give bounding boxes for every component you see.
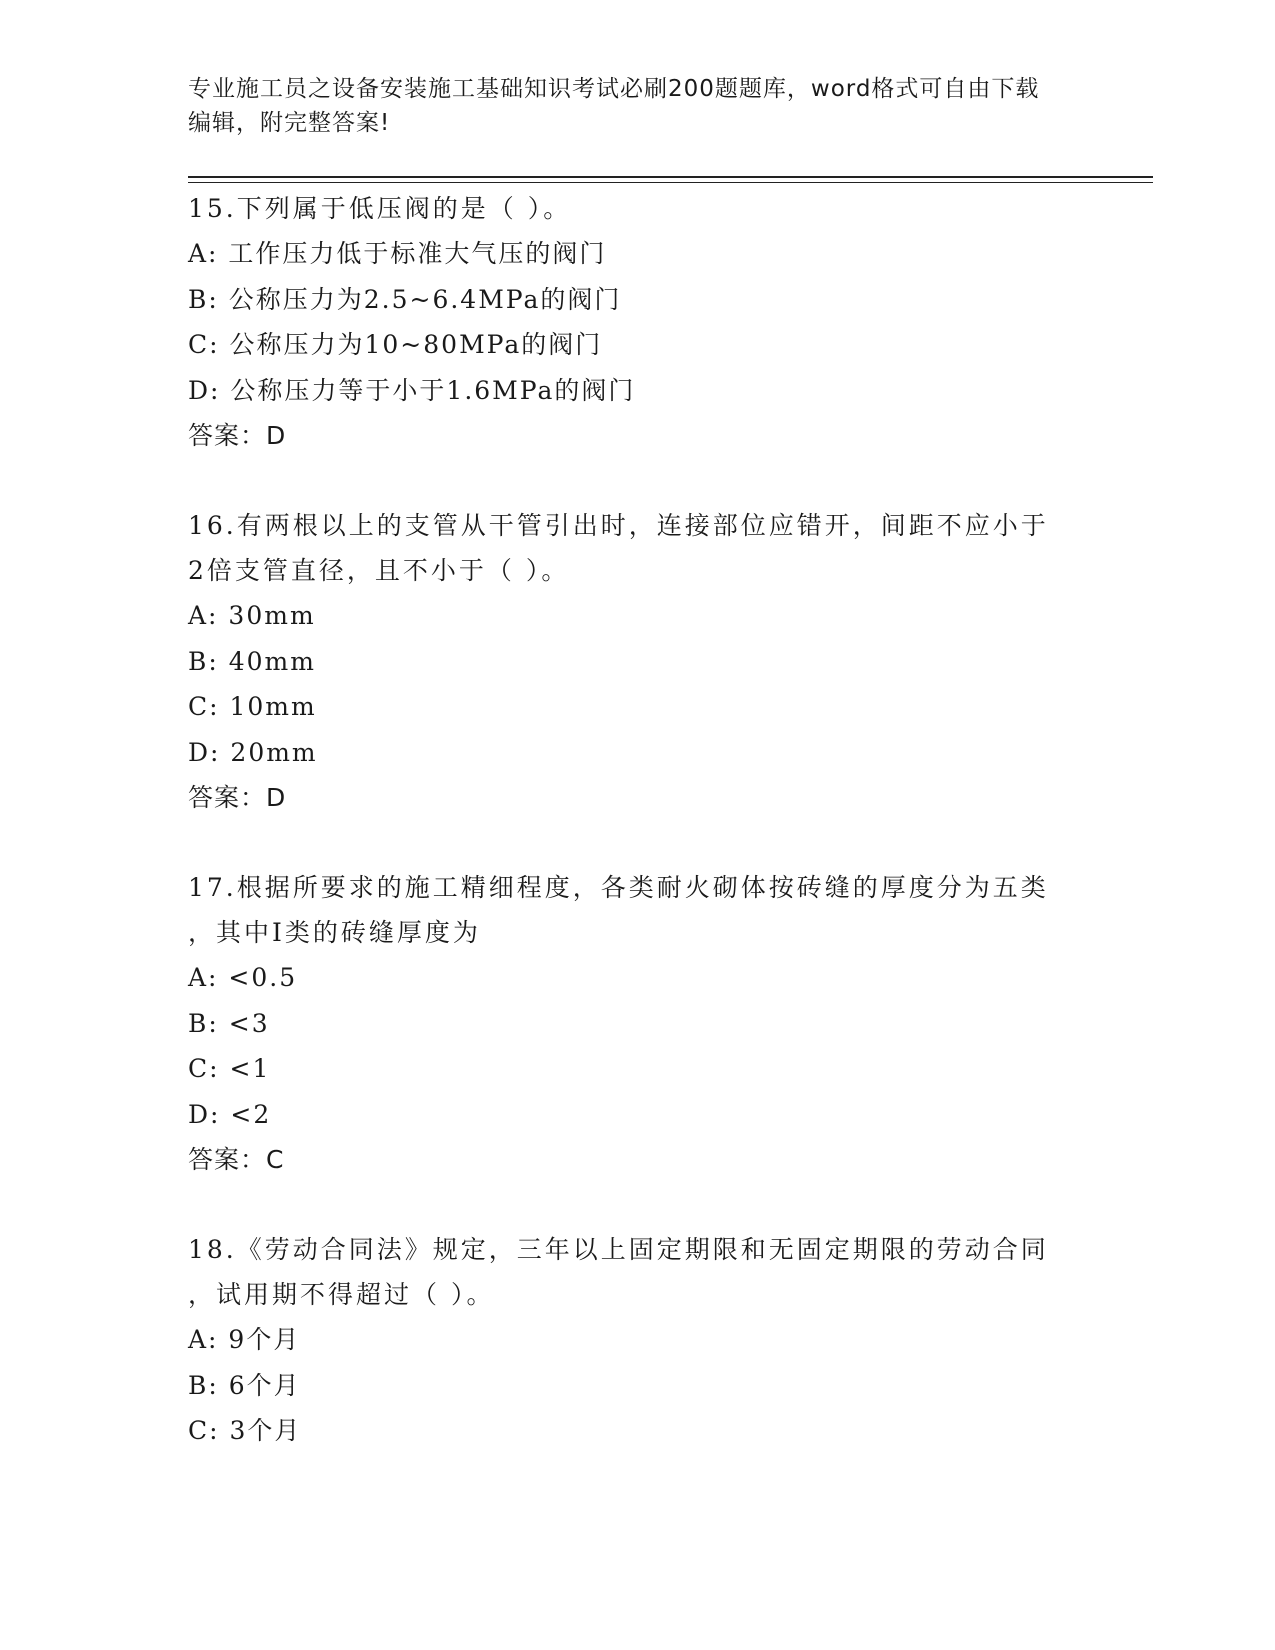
option-b: B: 40mm [188,646,316,676]
option-c: C: 3个月 [188,1416,302,1445]
answer: 答案：D [188,783,287,812]
option-c: C: <1 [188,1054,271,1083]
answer: 答案：D [188,421,287,450]
option-d: D: <2 [188,1099,272,1129]
option-a: A: 30mm [188,601,316,630]
header-divider-thick [188,176,1153,178]
answer: 答案：C [188,1145,285,1174]
question-stem-line-2: ，其中I类的砖缝厚度为 [188,918,481,947]
question-15 [188,186,1088,458]
option-a: A: 9个月 [188,1325,301,1354]
question-stem-line-1: 16.有两根以上的支管从干管引出时，连接部位应错开，间距不应小于 [188,511,1049,540]
question-16 [188,503,1088,820]
option-a: A: <0.5 [188,963,298,992]
option-d: D: 20mm [188,737,318,767]
header-line-1: 专业施工员之设备安装施工基础知识考试必刷200题题库，word格式可自由下载 [188,76,1040,102]
question-18 [188,1227,1088,1454]
question-stem: 15.下列属于低压阀的是（ ）。 [188,194,572,223]
option-c: C: 10mm [188,692,317,721]
document-header [188,72,1068,140]
question-stem-line-2: ，试用期不得超过（ ）。 [188,1280,495,1309]
header-divider-thin [188,182,1153,183]
question-stem-line-1: 18.《劳动合同法》规定，三年以上固定期限和无固定期限的劳动合同 [188,1235,1049,1264]
option-d: D: 公称压力等于小于1.6MPa的阀门 [188,375,636,405]
header-line-2: 编辑，附完整答案! [188,110,391,136]
option-a: A: 工作压力低于标准大气压的阀门 [188,239,607,268]
option-b: B: 公称压力为2.5~6.4MPa的阀门 [188,284,622,314]
question-stem-line-2: 2倍支管直径，且不小于（ ）。 [188,556,570,585]
option-b: B: <3 [188,1008,270,1038]
option-c: C: 公称压力为10~80MPa的阀门 [188,330,603,359]
option-b: B: 6个月 [188,1370,301,1400]
question-stem-line-1: 17.根据所要求的施工精细程度，各类耐火砌体按砖缝的厚度分为五类 [188,873,1049,902]
question-17 [188,865,1088,1182]
